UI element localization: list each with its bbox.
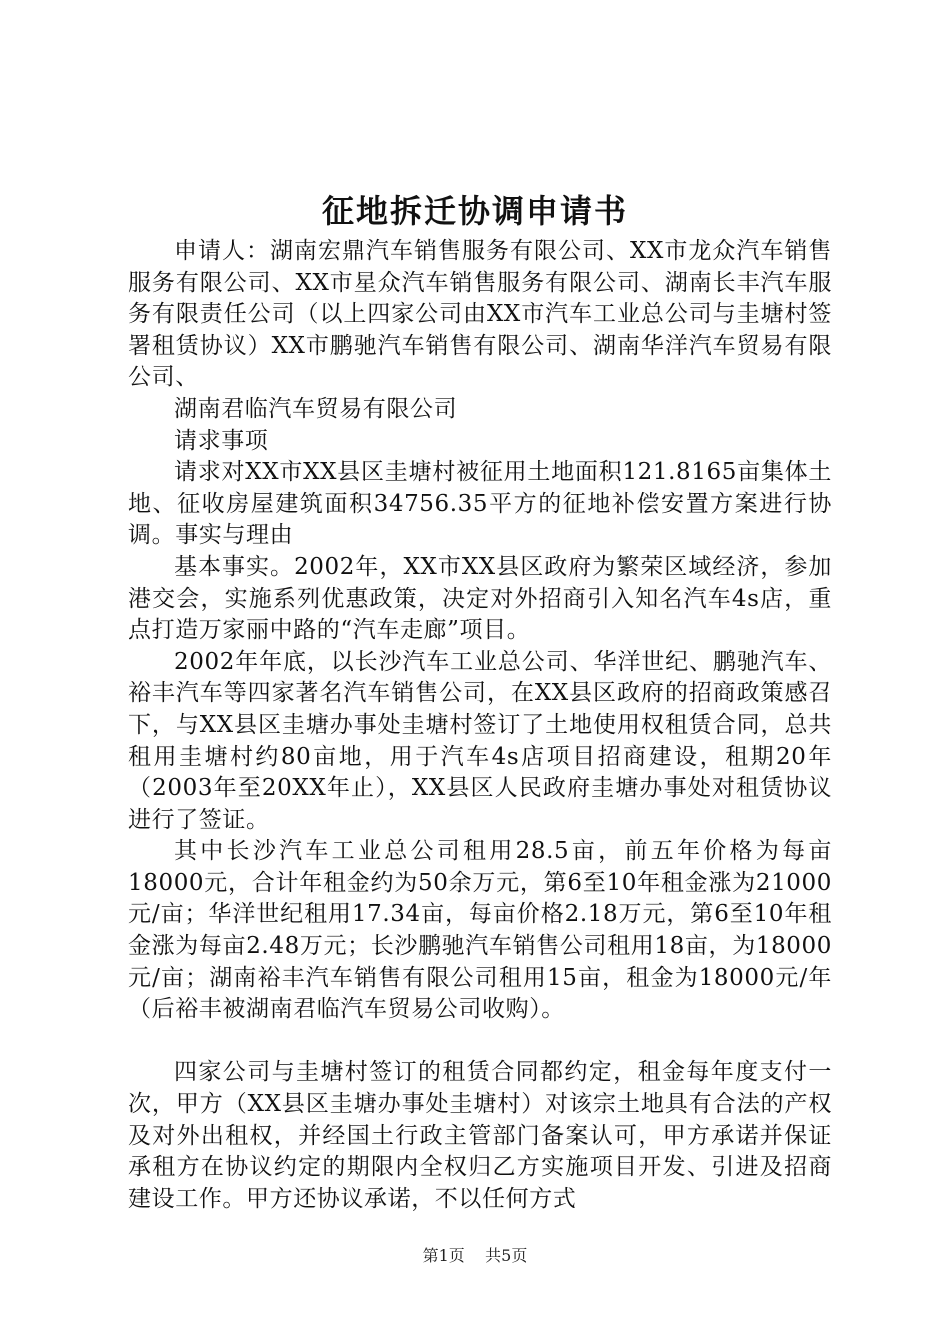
paragraph-request: 请求对XX市XX县区圭塘村被征用土地面积121.8165亩集体土地、征收房屋建筑面积34756.35平方的征地补偿安置方案进行协调。事实与理由 <box>128 459 832 549</box>
paragraph-2002-lease: 2002年年底，以长沙汽车工业总公司、华洋世纪、鹏驰汽车、裕丰汽车等四家著名汽车销售公司，在XX县区政府的招商政策感召下，与XX县区圭塘办事处圭塘村签订了土地使用权租赁合同，总共租用圭塘村约80亩地，用于汽车4s店项目招商建设，租期20年（2003年至20XX年止），XX县区人民政府圭塘办事处对租赁协议进行了签证。 <box>128 648 832 833</box>
paragraph-applicants: 申请人：湖南宏鼎汽车销售服务有限公司、XX市龙众汽车销售服务有限公司、XX市星众汽车销售服务有限公司、湖南长丰汽车服务有限责任公司（以上四家公司由XX市汽车工业总公司与圭塘村签署租赁协议）XX市鹏驰汽车销售有限公司、湖南华洋汽车贸易有限公司、 <box>128 238 832 391</box>
page-footer <box>0 1243 950 1266</box>
page-number: 第1页 <box>422 1246 465 1265</box>
paragraph-request-heading: 请求事项 <box>174 427 269 454</box>
paragraph-contract-terms: 四家公司与圭塘村签订的租赁合同都约定，租金每年度支付一次，甲方（XX县区圭塘办事处圭塘村）对该宗土地具有合法的产权及对外出租权，并经国土行政主管部门备案认可，甲方承诺并保证承租方在协议约定的期限内全权归乙方实施项目开发、引进及招商建设工作。甲方还协议承诺，不以任何方式 <box>128 1059 832 1212</box>
page-total: 共5页 <box>485 1246 528 1265</box>
paragraph-basic-facts: 基本事实。2002年，XX市XX县区政府为繁荣区域经济，参加港交会，实施系列优惠政策，决定对外招商引入知名汽车4s店，重点打造万家丽中路的“汽车走廊”项目。 <box>128 553 832 644</box>
paragraph-lease-details: 其中长沙汽车工业总公司租用28.5亩，前五年价格为每亩18000元，合计年租金约为50余万元，第6至10年租金涨为21000元/亩；华洋世纪租用17.34亩，每亩价格2.18万元，第6至10年租金涨为每亩2.48万元；长沙鹏驰汽车销售公司租用18亩，为18000元/亩；湖南裕丰汽车销售有限公司租用15亩，租金为18000元/年（后裕丰被湖南君临汽车贸易公司收购）。 <box>128 838 832 1023</box>
paragraph-applicant-junlin: 湖南君临汽车贸易有限公司 <box>174 395 458 422</box>
document-body <box>128 236 832 1215</box>
document-title: 征地拆迁协调申请书 <box>321 192 628 230</box>
